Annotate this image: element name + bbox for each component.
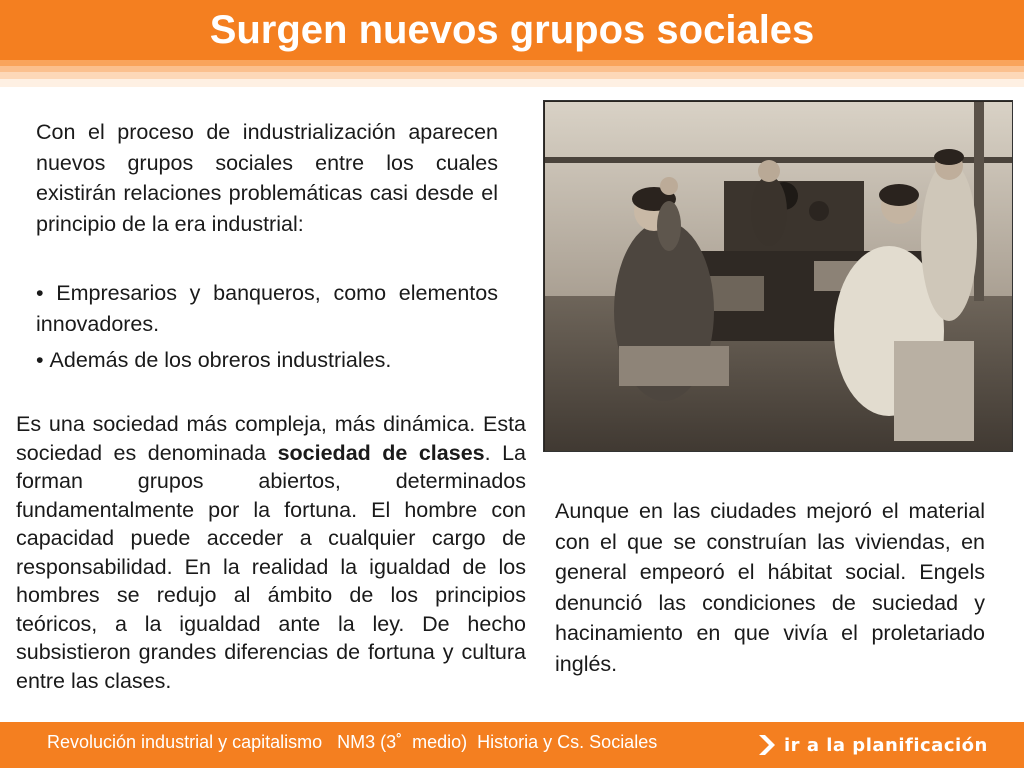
- paragraph-text: . La forman grupos abiertos, determinados fundamentalmente por la fortuna. El hombre con capacidad puede acceder a cualquier cargo de responsabilidad. En la realidad la igualdad de los hombres se redujo al ámbito de los principios teóricos, a la igualdad ante la ley. De hecho subsistieron grandes diferencias de fortuna y cultura entre las clases.: [16, 440, 526, 693]
- bullet-text: Empresarios y banqueros, como elementos innovadores.: [36, 281, 498, 336]
- bullet-marker: •: [36, 348, 44, 372]
- planning-link-label: ir a la planificación: [784, 734, 988, 756]
- factory-workers-photo: [543, 100, 1013, 452]
- paragraph-text: Es una sociedad más compleja, más dinámica. Esta sociedad es denominada: [16, 412, 526, 465]
- bullet-item: [36, 345, 498, 376]
- header-stripe: [0, 79, 1024, 87]
- course-info: Revolución industrial y capitalismo NM3 (3˚ medio) Historia y Cs. Sociales: [47, 732, 658, 752]
- planning-link[interactable]: [756, 731, 988, 759]
- bullet-text: Además de los obreros industriales.: [49, 348, 392, 372]
- bullet-marker: •: [36, 281, 44, 305]
- header-stripe: [0, 72, 1024, 79]
- bullet-item: [36, 278, 498, 339]
- slide-title: Surgen nuevos grupos sociales: [209, 8, 815, 52]
- society-paragraph: [16, 410, 526, 695]
- intro-paragraph: Con el proceso de industrialización aparecen nuevos grupos sociales entre los cuales existirán relaciones problemáticas casi desde el principio de la era industrial:: [36, 120, 498, 236]
- key-term: sociedad de clases: [277, 440, 485, 465]
- chevron-right-icon: [756, 733, 778, 757]
- footer-bar: [0, 722, 1024, 768]
- housing-paragraph: Aunque en las ciudades mejoró el material con el que se construían las viviendas, en general empeoró el hábitat social. Engels denunció las condiciones de suciedad y hacinamiento en que vivía el proletariado inglés.: [555, 499, 985, 676]
